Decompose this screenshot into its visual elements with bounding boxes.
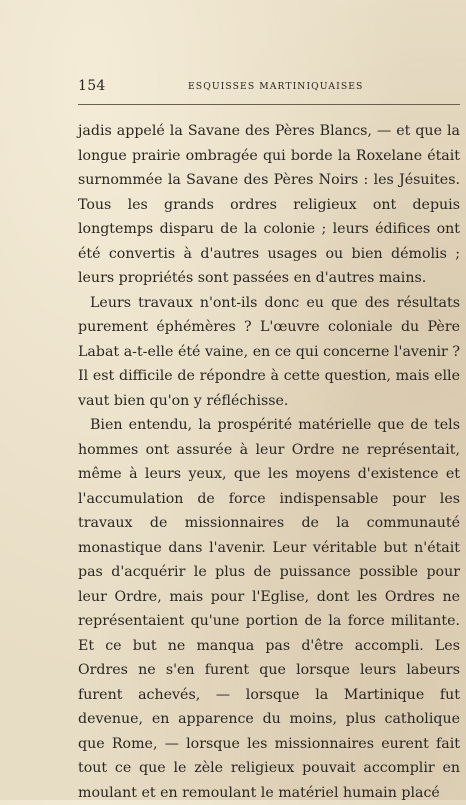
page-number: 154 <box>78 78 106 94</box>
page-header <box>78 78 390 98</box>
body-text <box>78 119 460 805</box>
running-title: ESQUISSES MARTINIQUAISES <box>188 81 364 92</box>
paragraph-1: jadis appelé la Savane des Pères Blancs, — et que la longue prairie ombragée qui borde la Roxelane était surnommée la Savane des Pères Noirs : les Jésuites. Tous les grands ordres religieux ont depuis longtemps disparu de la colonie ; leurs édifices ont été convertis à d'autres usages ou bien démolis ; leurs propriétés sont passées en d'autres mains. <box>78 123 460 286</box>
header-rule <box>78 104 460 105</box>
paragraph-2: Leurs travaux n'ont-ils donc eu que des résultats purement éphémères ? L'œuvre coloniale du Père Labat a-t-elle été vaine, en ce qui concerne l'avenir ? Il est difficile de répondre à cette question, mais elle vaut bien qu'on y réfléchisse. <box>78 294 460 409</box>
paragraph-3: Bien entendu, la prospérité matérielle que de tels hommes ont assurée à leur Ordre ne représentait, même à leurs yeux, que les moyens d'existence et l'accumulation de force indispensable pour les travaux de missionnaires de la communauté monastique dans l'avenir. Leur véritable but n'était pas d'acquérir le plus de puissance possible pour leur Ordre, mais pour l'Eglise, dont les Ordres ne représentaient qu'une portion de la force militante. Et ce but ne manqua pas d'être accompli. Les Ordres ne s'en furent que lorsque leurs labeurs furent achevés, — lorsque la Martinique fut devenue, en apparence du moins, plus catholique que Rome, — lorsque les missionnaires eurent fait tout ce que le zèle religieux pouvait accomplir en moulant et en remoulant le matériel humain placé <box>78 417 460 801</box>
